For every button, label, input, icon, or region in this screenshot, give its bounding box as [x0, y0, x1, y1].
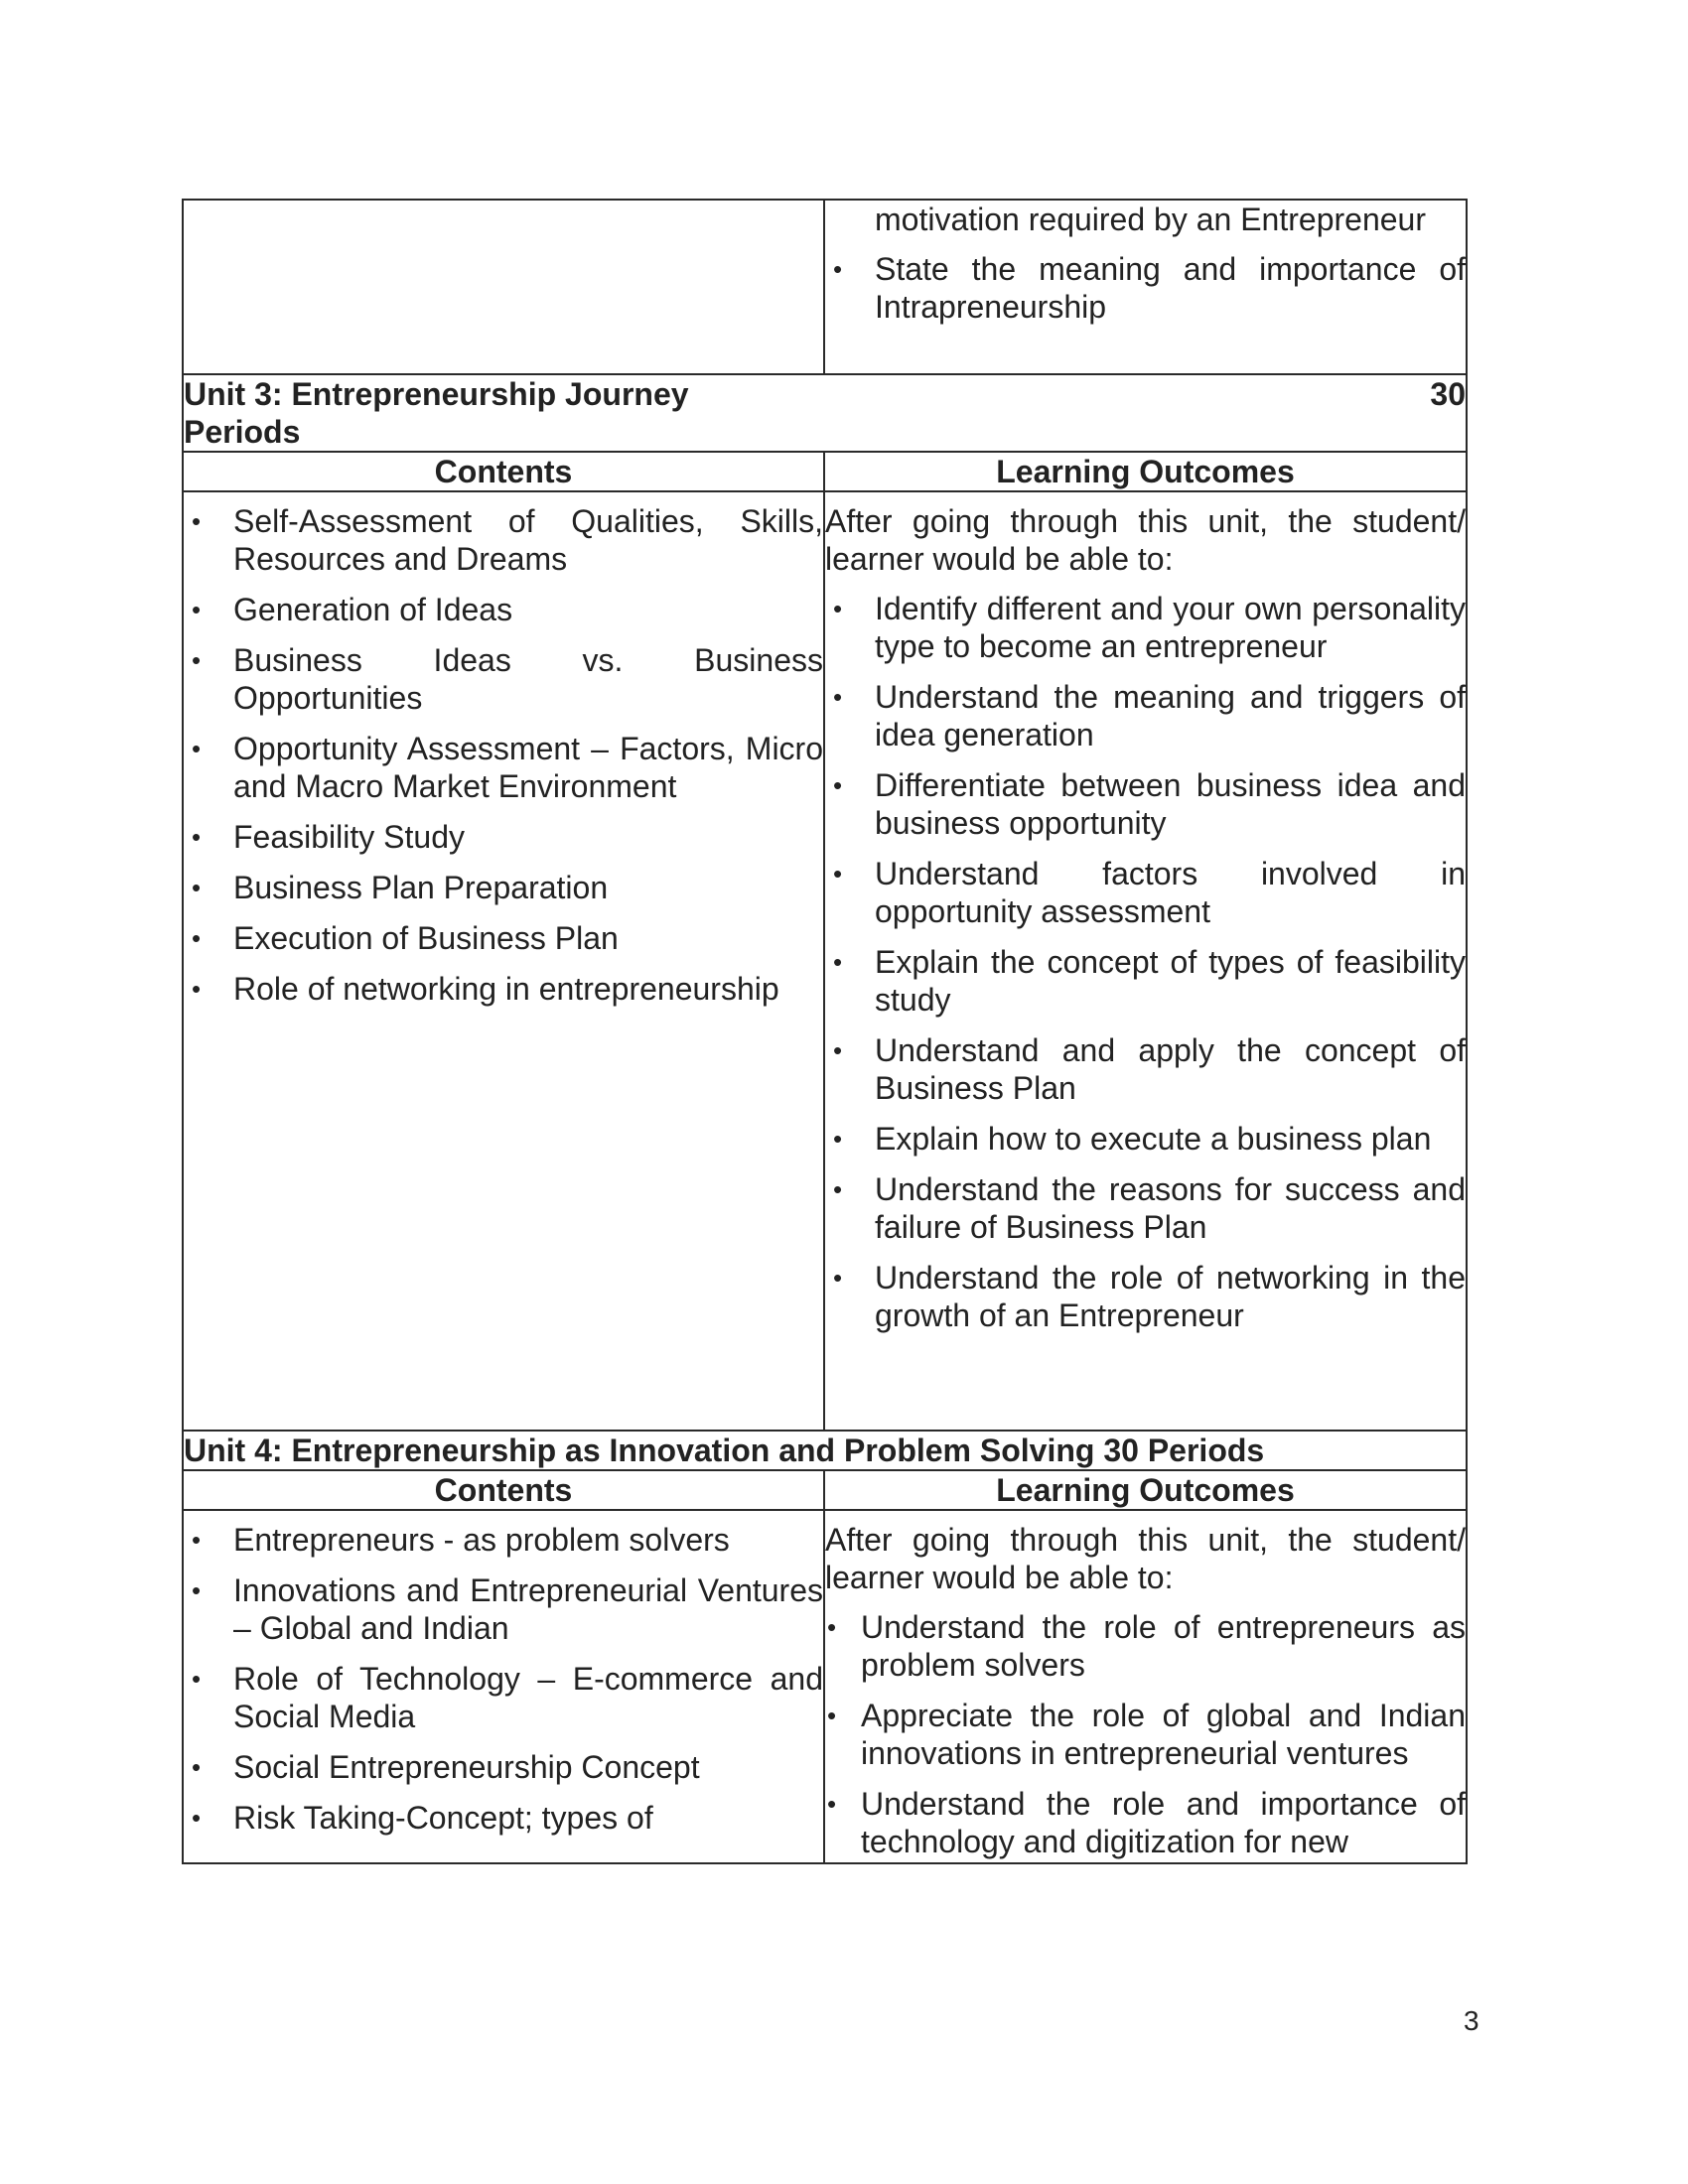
unit3-outcomes-cell — [824, 491, 1467, 1431]
unit4-outcomes-intro: After going through this unit, the student/ learner would be able to: — [825, 1522, 1466, 1595]
unit4-heading-row — [183, 1431, 1467, 1470]
list-item: • Feasibility Study — [192, 819, 465, 855]
unit3-periods-word: Periods — [184, 414, 301, 450]
unit4-title: Unit 4: Entrepreneurship as Innovation and Problem Solving 30 Periods — [183, 1431, 1467, 1470]
bullet-icon: • — [833, 1035, 843, 1065]
bullet-icon: • — [192, 1525, 202, 1555]
unit3-outcomes-list — [825, 590, 1466, 1334]
bullet-icon: • — [192, 645, 202, 675]
list-item: • Innovations and Entrepreneurial Ventures – Global and Indian — [192, 1572, 823, 1646]
unit3-contents-cell — [183, 491, 824, 1431]
list-item: • Understand the role of entrepreneurs as problem solvers — [827, 1609, 1466, 1683]
list-item: • Business Plan Preparation — [192, 870, 609, 905]
bullet-icon: • — [192, 974, 202, 1004]
list-item: • Self-Assessment of Qualities, Skills, Resources and Dreams — [192, 503, 823, 577]
unit4-outcomes-list — [825, 1608, 1466, 1860]
list-item: • Generation of Ideas — [192, 592, 513, 627]
unit3-title: Unit 3: Entrepreneurship Journey — [184, 376, 689, 412]
bullet-icon: • — [827, 1789, 837, 1819]
bullet-icon: • — [192, 734, 202, 763]
unit4-contents-cell — [183, 1510, 824, 1863]
unit4-outcomes-header: Learning Outcomes — [824, 1470, 1467, 1510]
bullet-icon: • — [833, 682, 843, 712]
unit4-contents-list — [184, 1521, 823, 1837]
syllabus-table — [182, 199, 1468, 1864]
bullet-icon: • — [827, 1612, 837, 1642]
list-item: • Differentiate between business idea and business opportunity — [833, 767, 1466, 841]
list-item: • Business Ideas vs. Business Opportunities — [192, 642, 823, 716]
list-item: • Social Entrepreneurship Concept — [192, 1749, 700, 1785]
bullet-icon: • — [192, 506, 202, 536]
list-item: • Understand the meaning and triggers of idea generation — [833, 679, 1466, 752]
unit3-outcomes-header: Learning Outcomes — [824, 452, 1467, 491]
unit3-column-header-row — [183, 452, 1467, 491]
bullet-icon: • — [833, 594, 843, 623]
carryover-continued-text: motivation required by an Entrepreneur — [875, 202, 1426, 237]
unit4-contents-header: Contents — [183, 1470, 824, 1510]
bullet-icon: • — [833, 947, 843, 977]
page-number: 3 — [1464, 2005, 1479, 2036]
list-item: • Entrepreneurs - as problem solvers — [192, 1522, 730, 1558]
list-item: • Understand the reasons for success and failure of Business Plan — [833, 1171, 1466, 1245]
list-item: • Understand the role and importance of technology and digitization for new — [827, 1786, 1466, 1859]
list-item: • Opportunity Assessment – Factors, Micro and Macro Market Environment — [192, 731, 823, 804]
bullet-icon: • — [192, 873, 202, 902]
unit3-outcomes-intro: After going through this unit, the student/ learner would be able to: — [825, 503, 1466, 577]
carryover-empty-cell — [183, 200, 824, 374]
list-item: • Risk Taking-Concept; types of — [192, 1800, 653, 1836]
unit4-column-header-row — [183, 1470, 1467, 1510]
list-item: • Explain how to execute a business plan — [833, 1121, 1432, 1157]
unit3-heading-cell — [183, 374, 1467, 452]
unit3-periods-value: 30 — [1430, 376, 1466, 412]
list-item: • Understand and apply the concept of Business Plan — [833, 1032, 1466, 1106]
bullet-icon: • — [192, 822, 202, 852]
carryover-outcomes-cell — [824, 200, 1467, 374]
unit4-outcomes-cell — [824, 1510, 1467, 1863]
list-item: • Identify different and your own personality type to become an entrepreneur — [833, 591, 1466, 664]
carryover-list — [825, 250, 1466, 326]
bullet-icon: • — [833, 859, 843, 888]
carryover-row — [183, 200, 1467, 374]
bullet-icon: • — [192, 1664, 202, 1694]
unit3-heading-row — [183, 374, 1467, 452]
bullet-icon: • — [192, 595, 202, 624]
bullet-icon: • — [827, 1701, 837, 1730]
bullet-icon: • — [833, 254, 843, 284]
unit4-body-row — [183, 1510, 1467, 1863]
list-item: • Understand the role of networking in the growth of an Entrepreneur — [833, 1260, 1466, 1333]
unit3-contents-header: Contents — [183, 452, 824, 491]
list-item: • Execution of Business Plan — [192, 920, 619, 956]
bullet-icon: • — [192, 1752, 202, 1782]
unit3-contents-list — [184, 502, 823, 1008]
bullet-icon: • — [833, 770, 843, 800]
list-item: • Role of networking in entrepreneurship — [192, 971, 779, 1007]
bullet-icon: • — [833, 1124, 843, 1154]
unit3-body-row — [183, 491, 1467, 1431]
bullet-icon: • — [192, 1575, 202, 1605]
list-item: • State the meaning and importance of Intrapreneurship — [833, 251, 1466, 325]
list-item: • Role of Technology – E-commerce and Social Media — [192, 1661, 823, 1734]
list-item: • Appreciate the role of global and Indian innovations in entrepreneurial ventures — [827, 1698, 1466, 1771]
bullet-icon: • — [833, 1263, 843, 1293]
bullet-icon: • — [192, 1803, 202, 1833]
bullet-icon: • — [833, 1174, 843, 1204]
bullet-icon: • — [192, 923, 202, 953]
list-item: • Explain the concept of types of feasibility study — [833, 944, 1466, 1018]
list-item: • Understand factors involved in opportunity assessment — [833, 856, 1466, 929]
